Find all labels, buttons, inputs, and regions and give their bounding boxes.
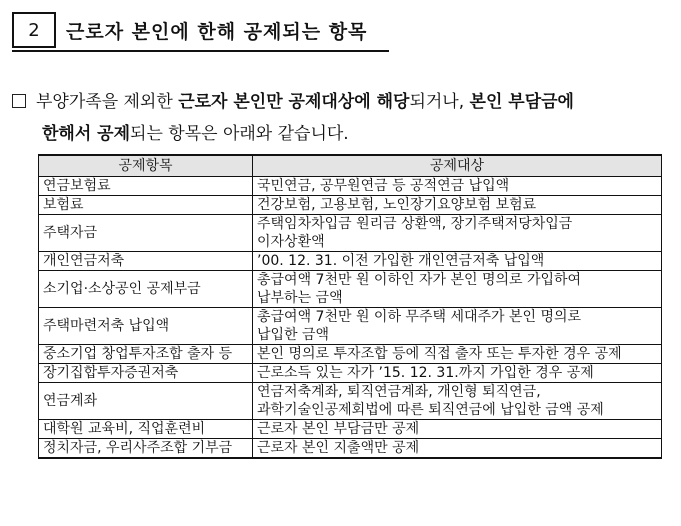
intro-bold-1: 근로자 본인만 공제대상에 해당	[178, 92, 410, 112]
deduction-table	[38, 154, 662, 459]
deduction-item: 보험료	[39, 196, 253, 215]
deduction-item: 소기업·소상공인 공제부금	[39, 271, 253, 308]
target-line: 국민연금, 공무원연금 등 공적연금 납입액	[257, 178, 510, 194]
deduction-target	[253, 364, 662, 383]
deduction-item: 주택마련저축 납입액	[39, 308, 253, 345]
table-row	[39, 196, 662, 215]
deduction-target	[253, 308, 662, 345]
deduction-target	[253, 252, 662, 271]
deduction-target	[253, 215, 662, 252]
checkbox-bullet-icon	[12, 94, 26, 108]
table-row	[39, 420, 662, 439]
target-line: 납입한 금액	[257, 327, 330, 343]
table-row	[39, 383, 662, 420]
target-line: 근로자 본인 부담금만 공제	[257, 421, 420, 437]
section-title: 근로자 본인에 한해 공제되는 항목	[66, 21, 368, 43]
deduction-target	[253, 383, 662, 420]
table-row	[39, 177, 662, 196]
deduction-target	[253, 177, 662, 196]
intro-bold-2: 본인 부담금에	[469, 92, 574, 112]
header-item: 공제항목	[39, 155, 253, 177]
table-row	[39, 252, 662, 271]
intro-bold-3: 한해서 공제	[42, 124, 131, 144]
table-row	[39, 364, 662, 383]
section-header	[12, 12, 389, 52]
target-line: 총급여액 7천만 원 이하 무주택 세대주가 본인 명의로	[257, 309, 582, 325]
deduction-item: 연금보험료	[39, 177, 253, 196]
deduction-target	[253, 196, 662, 215]
table-row	[39, 345, 662, 364]
target-line: 연금저축계좌, 퇴직연금계좌, 개인형 퇴직연금,	[257, 384, 541, 400]
deduction-item: 중소기업 창업투자조합 출자 등	[39, 345, 253, 364]
deduction-item: 대학원 교육비, 직업훈련비	[39, 420, 253, 439]
target-line: 이자상환액	[257, 234, 325, 250]
table-row	[39, 271, 662, 308]
table-body	[39, 177, 662, 459]
section-number: 2	[12, 12, 56, 48]
deduction-item: 장기집합투자증권저축	[39, 364, 253, 383]
intro-text-3: 되는 항목은 아래와 같습니다.	[130, 124, 349, 144]
deduction-target	[253, 345, 662, 364]
deduction-item: 정치자금, 우리사주조합 기부금	[39, 439, 253, 459]
table-header-row	[39, 155, 662, 177]
intro-text-1: 부양가족을 제외한	[36, 92, 179, 112]
target-line: 근로자 본인 지출액만 공제	[257, 440, 420, 456]
target-line: 본인 명의로 투자조합 등에 직접 출자 또는 투자한 경우 공제	[257, 346, 622, 362]
table-row	[39, 308, 662, 345]
target-line: 근로소득 있는 자가 ’15. 12. 31.까지 가입한 경우 공제	[257, 365, 594, 381]
deduction-target	[253, 271, 662, 308]
target-line: 주택임차차입금 원리금 상환액, 장기주택저당차입금	[257, 216, 573, 232]
deduction-item: 주택자금	[39, 215, 253, 252]
deduction-item: 개인연금저축	[39, 252, 253, 271]
deduction-target	[253, 439, 662, 459]
target-line: ’00. 12. 31. 이전 가입한 개인연금저축 납입액	[257, 253, 545, 269]
target-line: 건강보험, 고용보험, 노인장기요양보험 보험료	[257, 197, 537, 213]
target-line: 납부하는 금액	[257, 290, 343, 306]
header-target: 공제대상	[253, 155, 662, 177]
target-line: 과학기술인공제회법에 따른 퇴직연금에 납입한 금액 공제	[257, 402, 604, 418]
deduction-target	[253, 420, 662, 439]
deduction-item: 연금계좌	[39, 383, 253, 420]
intro-paragraph	[12, 86, 672, 150]
table-row	[39, 215, 662, 252]
intro-text-2: 되거나,	[409, 92, 470, 112]
table-row	[39, 439, 662, 459]
target-line: 총급여액 7천만 원 이하인 자가 본인 명의로 가입하여	[257, 272, 582, 288]
